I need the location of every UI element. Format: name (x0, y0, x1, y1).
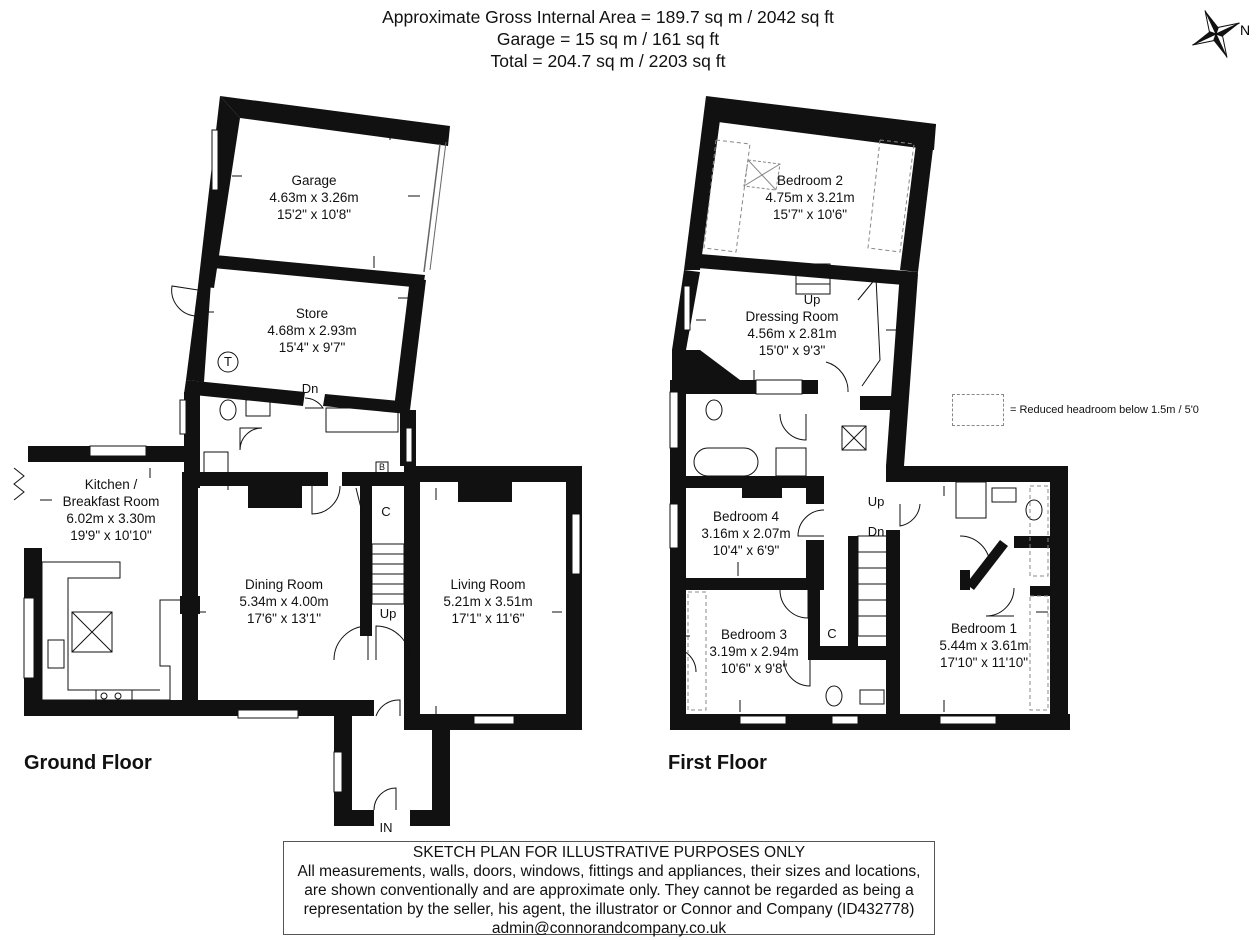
room-metric: 6.02m x 3.30m (66, 511, 156, 526)
reduced-headroom-swatch (952, 394, 1004, 426)
room-imperial: 10'4" x 6'9" (712, 543, 780, 558)
room-name: Bedroom 1 (950, 621, 1018, 636)
window (212, 130, 218, 190)
kitchen-counter (42, 562, 180, 700)
wall (886, 530, 900, 730)
room-garage (269, 172, 358, 223)
room-bedroom-3 (709, 626, 798, 677)
room-imperial: 17'6" x 13'1" (246, 611, 322, 626)
room-imperial: 15'0" x 9'3" (758, 343, 826, 358)
room-imperial: 19'9" x 10'10" (70, 528, 152, 543)
window (24, 598, 34, 678)
window (740, 716, 786, 724)
room-metric: 3.19m x 2.94m (709, 644, 799, 659)
wall (686, 476, 824, 488)
window (180, 400, 186, 434)
first-floor-title: First Floor (668, 752, 767, 774)
kitchen-counter (42, 562, 160, 690)
wall (334, 810, 374, 826)
window (406, 428, 412, 462)
wall (1030, 586, 1050, 596)
door-swing (826, 362, 848, 392)
landing-up-label: Up (867, 494, 885, 509)
wall (686, 578, 822, 590)
room-name: Dining Room (244, 577, 324, 592)
window (684, 286, 690, 330)
door-swing (240, 428, 262, 450)
stairs-up-label: Up (379, 606, 397, 621)
wall (1050, 466, 1068, 730)
headroom-legend (952, 394, 1199, 426)
window (832, 716, 858, 724)
disclaimer-box (283, 841, 935, 935)
window (756, 380, 802, 394)
door-swing (780, 590, 808, 618)
garage-area-text: Garage = 15 sq m / 161 sq ft (496, 29, 720, 49)
room-name-line2: Breakfast Room (62, 494, 160, 509)
room-name: Bedroom 4 (712, 509, 780, 524)
toilet-icon (826, 686, 842, 706)
tank-label: T (224, 354, 232, 369)
room-metric: 4.75m x 3.21m (765, 190, 855, 205)
room-imperial: 15'4" x 9'7" (278, 340, 346, 355)
room-imperial: 17'10" x 11'10" (939, 655, 1029, 670)
shower-tray (956, 482, 986, 518)
wall (886, 466, 1068, 482)
wall (198, 472, 328, 486)
toilet-icon (220, 400, 236, 420)
door-swing (374, 788, 396, 810)
room-imperial: 17'1" x 11'6" (451, 611, 525, 626)
window (474, 716, 514, 724)
first-cupboard-label: C (827, 626, 837, 641)
window (572, 514, 580, 574)
wall (886, 272, 918, 466)
room-store (267, 305, 356, 356)
wall (684, 96, 720, 270)
wall (220, 96, 450, 146)
wall (184, 380, 305, 406)
door-swing (312, 486, 340, 514)
wall (1014, 536, 1050, 548)
contact-email: admin@connorandcompany.co.uk (491, 920, 727, 937)
window (238, 710, 298, 718)
door-swing (780, 414, 806, 440)
door-swing (172, 286, 198, 316)
room-metric: 4.68m x 2.93m (267, 323, 357, 338)
window (670, 392, 678, 448)
wall (860, 396, 904, 410)
room-dining (239, 576, 328, 627)
disclaimer-line: representation by the seller, his agent, the illustrator or Connor and Company (ID432778) (303, 901, 915, 918)
ground-floor-title: Ground Floor (24, 752, 152, 774)
wall (808, 590, 820, 650)
room-metric: 3.16m x 2.07m (701, 526, 791, 541)
disclaimer-line: are shown conventionally and are approximate only. They cannot be regarded as being a (304, 882, 914, 899)
room-kitchen-breakfast (63, 476, 160, 544)
room-metric: 5.34m x 4.00m (239, 594, 329, 609)
wall (706, 96, 936, 150)
total-area-text: Total = 204.7 sq m / 2203 sq ft (490, 51, 726, 71)
room-bedroom-2 (765, 172, 854, 223)
wall (742, 488, 782, 498)
bifold-door (14, 468, 24, 500)
wardrobe (858, 278, 880, 386)
room-bedroom-4 (701, 508, 790, 559)
sink-icon (48, 640, 64, 668)
room-name: Bedroom 2 (776, 173, 844, 188)
room-name: Store (295, 306, 329, 321)
basin-icon (860, 690, 884, 704)
room-metric: 4.63m x 3.26m (269, 190, 359, 205)
down-label: Dn (301, 381, 319, 396)
window (940, 716, 996, 724)
loft-up-label: Up (803, 292, 821, 307)
wall (458, 482, 512, 502)
wall (672, 350, 740, 380)
basin-icon (992, 488, 1016, 502)
room-name: Dressing Room (745, 309, 839, 324)
wall (960, 570, 970, 590)
entrance-label: IN (379, 820, 393, 835)
door-swing (376, 700, 400, 716)
wall (360, 486, 372, 636)
legend-text: = Reduced headroom below 1.5m / 5'0 (1010, 404, 1199, 416)
room-metric: 5.44m x 3.61m (939, 638, 1029, 653)
room-dressing (745, 308, 838, 359)
wall (432, 716, 450, 826)
wall (248, 486, 302, 508)
wall (848, 536, 858, 646)
wall (186, 268, 212, 382)
room-name: Garage (291, 173, 337, 188)
wall (698, 254, 918, 286)
wall (670, 714, 1070, 730)
wall (566, 466, 582, 730)
gross-area-text: Approximate Gross Internal Area = 189.7 sq m / 2042 sq ft (382, 7, 834, 27)
room-imperial: 15'7" x 10'6" (772, 207, 848, 222)
wall (24, 700, 374, 716)
window (90, 446, 146, 456)
room-metric: 5.21m x 3.51m (443, 594, 533, 609)
boiler-label: B (378, 462, 386, 472)
shower-tray (776, 448, 806, 476)
disclaimer-title: SKETCH PLAN FOR ILLUSTRATIVE PURPOSES ONLY (412, 844, 806, 861)
wall (806, 540, 824, 590)
compass-north-label: N (1240, 22, 1251, 38)
door-swing (986, 588, 1014, 616)
door-swing (900, 504, 920, 526)
window (334, 752, 342, 792)
wall (342, 472, 404, 486)
wall (404, 466, 582, 482)
room-living (443, 576, 532, 627)
wall (213, 255, 425, 288)
room-bedroom-1 (939, 620, 1028, 671)
room-imperial: 10'6" x 9'8" (720, 661, 788, 676)
basin-icon (246, 400, 270, 416)
room-name-line1: Kitchen / (84, 477, 138, 492)
disclaimer-line: All measurements, walls, doors, windows, fittings and appliances, their sizes and locations, (297, 863, 921, 880)
toilet-icon (1026, 500, 1042, 520)
window (670, 504, 678, 548)
cupboard-label: C (381, 504, 391, 519)
wall (808, 646, 894, 660)
room-metric: 4.56m x 2.81m (747, 326, 837, 341)
landing-down-label: Dn (867, 524, 885, 539)
door-swing (798, 510, 824, 536)
toilet-icon (706, 400, 722, 420)
bath-icon (694, 448, 758, 476)
room-name: Living Room (450, 577, 526, 592)
door-swing (305, 398, 323, 408)
wall (182, 472, 198, 716)
room-imperial: 15'2" x 10'8" (276, 207, 352, 222)
wall (404, 466, 420, 730)
wall (966, 540, 1008, 590)
room-name: Bedroom 3 (720, 627, 788, 642)
wall (410, 810, 450, 826)
wall (806, 488, 824, 504)
